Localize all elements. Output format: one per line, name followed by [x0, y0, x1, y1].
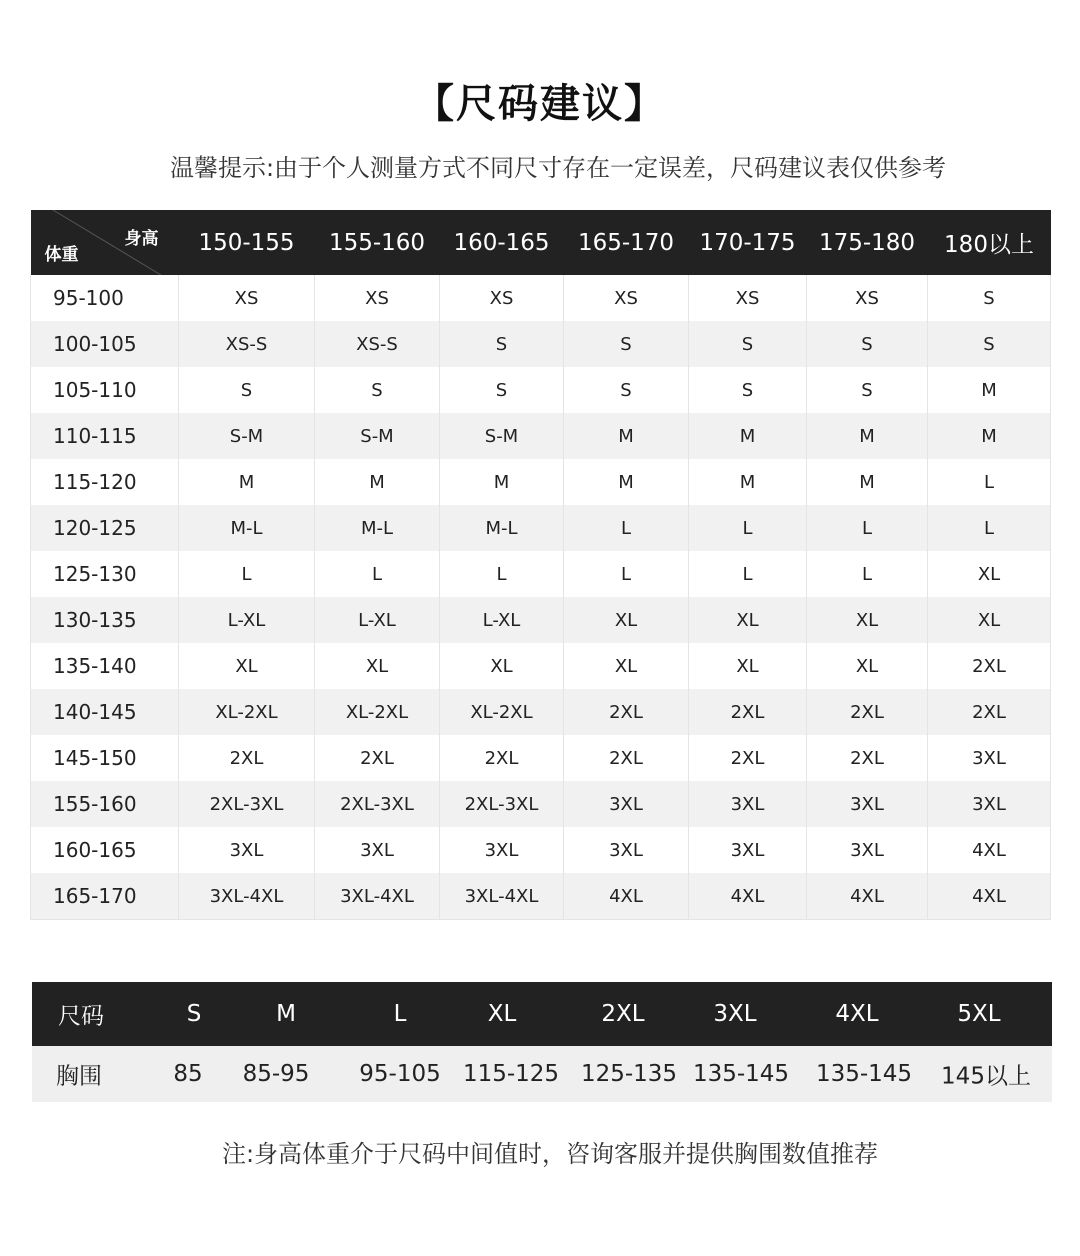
size-cell: L: [689, 551, 807, 597]
size-cell: M: [807, 413, 928, 459]
size-cell: XL: [689, 597, 807, 643]
size-cell: 3XL: [807, 827, 928, 873]
size-cell: S: [440, 367, 564, 413]
size-cell: 4XL: [564, 873, 689, 920]
size-cell: XL: [689, 643, 807, 689]
table-row: [31, 275, 1051, 321]
size-cell: L: [807, 505, 928, 551]
size-cell: L: [564, 551, 689, 597]
size-cell: S-M: [179, 413, 315, 459]
table-row: [31, 827, 1051, 873]
size-header: XL: [487, 1001, 517, 1027]
size-cell: M-L: [440, 505, 564, 551]
size-cell: M: [564, 459, 689, 505]
weight-cell: 155-160: [31, 781, 179, 827]
size-cell: 2XL: [807, 735, 928, 781]
size-cell: M: [689, 459, 807, 505]
size-cell: 3XL: [440, 827, 564, 873]
weight-axis-label: 体重: [44, 245, 79, 265]
table-row: [31, 321, 1051, 367]
size-header: L: [393, 1001, 407, 1027]
size-cell: S: [564, 367, 689, 413]
table-row: [31, 643, 1051, 689]
chest-table: [32, 982, 1052, 1102]
size-cell: S: [928, 275, 1051, 321]
size-cell: 3XL-4XL: [440, 873, 564, 920]
size-cell: XS: [440, 275, 564, 321]
table-row: [31, 597, 1051, 643]
size-cell: XL: [807, 597, 928, 643]
height-header: 180以上: [928, 210, 1051, 275]
size-cell: 2XL: [315, 735, 440, 781]
size-cell: L: [564, 505, 689, 551]
height-header: 155-160: [315, 210, 440, 275]
size-row-label: 尺码: [58, 1003, 104, 1030]
size-cell: XL-2XL: [440, 689, 564, 735]
page-title: 【尺码建议】: [414, 81, 666, 127]
weight-cell: 160-165: [31, 827, 179, 873]
size-cell: 3XL: [807, 781, 928, 827]
size-cell: L: [440, 551, 564, 597]
size-cell: 2XL: [807, 689, 928, 735]
size-cell: S-M: [440, 413, 564, 459]
height-header: 150-155: [179, 210, 315, 275]
size-cell: XL-2XL: [315, 689, 440, 735]
chest-value: 85: [173, 1061, 203, 1087]
table-row: [31, 873, 1051, 920]
size-cell: 3XL: [315, 827, 440, 873]
size-cell: 3XL: [689, 781, 807, 827]
size-cell: S: [689, 367, 807, 413]
size-cell: S: [564, 321, 689, 367]
size-cell: XS-S: [315, 321, 440, 367]
size-cell: L-XL: [179, 597, 315, 643]
size-header: 2XL: [601, 1001, 645, 1027]
height-header: 170-175: [689, 210, 807, 275]
size-cell: S: [807, 321, 928, 367]
size-cell: 4XL: [928, 873, 1051, 920]
size-table-body: [31, 275, 1051, 920]
size-cell: L-XL: [440, 597, 564, 643]
size-cell: 2XL-3XL: [315, 781, 440, 827]
size-cell: L-XL: [315, 597, 440, 643]
size-recommendation-table: [30, 210, 1051, 920]
size-header: 5XL: [957, 1001, 1001, 1027]
chest-value: 115-125: [462, 1061, 560, 1087]
size-cell: XS-S: [179, 321, 315, 367]
size-cell: L: [928, 459, 1051, 505]
chest-value: 125-135: [580, 1061, 678, 1087]
table-row: [31, 781, 1051, 827]
size-cell: XS: [807, 275, 928, 321]
size-cell: 2XL-3XL: [440, 781, 564, 827]
size-cell: 3XL: [564, 781, 689, 827]
size-cell: XL: [315, 643, 440, 689]
size-cell: M: [315, 459, 440, 505]
size-cell: 4XL: [689, 873, 807, 920]
chest-value: 135-145: [692, 1061, 790, 1087]
size-cell: 2XL-3XL: [179, 781, 315, 827]
chest-value: 145以上: [941, 1063, 1031, 1090]
size-cell: XL: [564, 597, 689, 643]
size-cell: 2XL: [440, 735, 564, 781]
height-header: 165-170: [564, 210, 689, 275]
size-cell: XS: [689, 275, 807, 321]
size-cell: XL: [928, 551, 1051, 597]
size-cell: M: [807, 459, 928, 505]
size-cell: XL: [564, 643, 689, 689]
chest-value: 85-95: [242, 1061, 310, 1087]
table-row: [31, 413, 1051, 459]
size-cell: XL: [928, 597, 1051, 643]
size-cell: 3XL-4XL: [315, 873, 440, 920]
size-cell: 2XL: [564, 735, 689, 781]
size-cell: 3XL-4XL: [179, 873, 315, 920]
size-cell: M: [440, 459, 564, 505]
chest-value-row: [32, 1046, 1052, 1102]
weight-cell: 125-130: [31, 551, 179, 597]
size-cell: M: [928, 367, 1051, 413]
header-row: [31, 210, 1051, 275]
table-row: [31, 735, 1051, 781]
size-cell: 3XL: [928, 735, 1051, 781]
size-cell: L: [179, 551, 315, 597]
size-cell: L: [928, 505, 1051, 551]
size-cell: L: [315, 551, 440, 597]
size-cell: M: [928, 413, 1051, 459]
chest-header-row: [32, 982, 1052, 1046]
weight-cell: 95-100: [31, 275, 179, 321]
size-cell: 3XL: [179, 827, 315, 873]
size-cell: 3XL: [689, 827, 807, 873]
size-cell: 2XL: [928, 689, 1051, 735]
size-cell: 2XL: [564, 689, 689, 735]
weight-cell: 105-110: [31, 367, 179, 413]
tip-text: 温馨提示:由于个人测量方式不同尺寸存在一定误差，尺码建议表仅供参考: [169, 154, 947, 182]
height-header: 160-165: [440, 210, 564, 275]
size-cell: 4XL: [807, 873, 928, 920]
size-cell: 2XL: [179, 735, 315, 781]
size-cell: 3XL: [928, 781, 1051, 827]
size-header: S: [186, 1001, 202, 1027]
size-cell: XS: [315, 275, 440, 321]
size-cell: S: [315, 367, 440, 413]
weight-cell: 165-170: [31, 873, 179, 920]
size-cell: 2XL: [689, 689, 807, 735]
size-cell: S: [807, 367, 928, 413]
table-row: [31, 459, 1051, 505]
height-axis-label: 身高: [124, 229, 159, 249]
size-cell: XL: [440, 643, 564, 689]
size-cell: S: [179, 367, 315, 413]
size-cell: S: [689, 321, 807, 367]
table-row: [31, 367, 1051, 413]
size-cell: S: [928, 321, 1051, 367]
size-cell: M: [564, 413, 689, 459]
table-row: [31, 505, 1051, 551]
size-cell: 2XL: [928, 643, 1051, 689]
size-header: M: [276, 1001, 296, 1027]
height-header: 175-180: [807, 210, 928, 275]
size-cell: XL: [807, 643, 928, 689]
size-cell: L: [689, 505, 807, 551]
size-cell: 4XL: [928, 827, 1051, 873]
size-cell: 2XL: [689, 735, 807, 781]
size-cell: 3XL: [564, 827, 689, 873]
footnote: 注:身高体重介于尺码中间值时，咨询客服并提供胸围数值推荐: [221, 1140, 879, 1168]
table-row: [31, 551, 1051, 597]
weight-cell: 145-150: [31, 735, 179, 781]
size-cell: M-L: [315, 505, 440, 551]
size-cell: XS: [179, 275, 315, 321]
weight-cell: 140-145: [31, 689, 179, 735]
size-cell: M: [179, 459, 315, 505]
corner-cell: [31, 210, 179, 275]
size-cell: XS: [564, 275, 689, 321]
chest-value: 95-105: [359, 1061, 441, 1087]
size-cell: M: [689, 413, 807, 459]
weight-cell: 120-125: [31, 505, 179, 551]
size-header: 4XL: [835, 1001, 879, 1027]
size-header: 3XL: [713, 1001, 757, 1027]
size-cell: S: [440, 321, 564, 367]
table-row: [31, 689, 1051, 735]
weight-cell: 115-120: [31, 459, 179, 505]
size-cell: XL-2XL: [179, 689, 315, 735]
size-cell: M-L: [179, 505, 315, 551]
chest-value: 135-145: [815, 1061, 913, 1087]
chest-row-label: 胸围: [56, 1063, 102, 1090]
weight-cell: 110-115: [31, 413, 179, 459]
weight-cell: 130-135: [31, 597, 179, 643]
weight-cell: 100-105: [31, 321, 179, 367]
size-cell: XL: [179, 643, 315, 689]
weight-cell: 135-140: [31, 643, 179, 689]
size-cell: L: [807, 551, 928, 597]
size-cell: S-M: [315, 413, 440, 459]
